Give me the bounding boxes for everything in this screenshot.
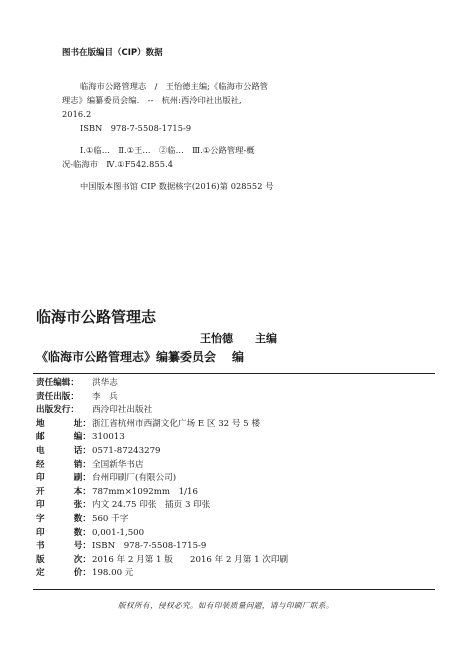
publication-row [36, 390, 118, 404]
publication-value: 全国新华书店 [92, 459, 144, 470]
committee-role: 编 [232, 350, 245, 364]
publication-value: 198.00 元 [92, 568, 134, 579]
publication-value: 787mm×1092mm 1/16 [92, 486, 198, 497]
publication-label [36, 430, 91, 444]
publication-value: 李 兵 [92, 391, 118, 402]
top-divider [33, 373, 435, 374]
publication-row [36, 566, 133, 580]
publication-label [36, 403, 91, 417]
publication-row [36, 485, 198, 499]
publication-value: 浙江省杭州市西湖文化广场 E 区 32 号 5 楼 [92, 418, 260, 429]
publication-label-part: 编： [73, 432, 91, 443]
publication-label-part: 责任出版： [36, 391, 79, 402]
bottom-divider [33, 589, 435, 590]
publication-value: 310013 [92, 432, 125, 443]
publication-label-part: 次： [73, 554, 91, 565]
publication-row [36, 444, 161, 458]
book-title: 临海市公路管理志 [36, 308, 157, 326]
publication-label-part: 印 [36, 473, 45, 484]
publication-label [36, 498, 91, 512]
publication-value: 2016 年 2 月第 1 版 2016 年 2 月第 1 次印刷 [92, 554, 289, 565]
publication-label-part: 销： [73, 459, 91, 470]
publication-label-part: 经 [36, 459, 45, 470]
publication-row [36, 430, 125, 444]
publication-label-part: 数： [73, 514, 91, 524]
committee-name: 《临海市公路管理志》编纂委员会 [36, 350, 217, 364]
publication-label [36, 526, 91, 540]
publication-label-part: 话： [73, 446, 91, 456]
publication-value: 台州印刷厂(有限公司) [92, 473, 177, 484]
cip-isbn-line: ISBN 978-7-5508-1715-9 [80, 123, 192, 133]
publication-row [36, 471, 176, 485]
publication-row [36, 526, 144, 540]
publication-label [36, 376, 91, 390]
cip-entry-line: 理志》编纂委员会编. -- 杭州:西泠印社出版社, [62, 95, 242, 105]
publication-label [36, 417, 91, 431]
publication-label [36, 553, 91, 567]
cip-subject-line: 况-临海市 Ⅳ.①F542.855.4 [62, 159, 174, 169]
publication-row [36, 417, 260, 431]
publication-label-part: 张： [73, 500, 91, 511]
publication-label-part: 本： [73, 486, 91, 497]
publication-label [36, 539, 91, 553]
committee-line [36, 348, 244, 365]
publication-label-part: 责任编辑： [36, 378, 79, 388]
publication-row [36, 458, 144, 472]
publication-label [36, 471, 91, 485]
publication-label-part: 定 [36, 568, 45, 579]
publication-label [36, 458, 91, 472]
publication-value: 西泠印社出版社 [92, 405, 153, 416]
publication-label-part: 数： [73, 527, 91, 538]
publication-label-part: 电 [36, 446, 45, 456]
publication-label-part: 版 [36, 554, 45, 565]
publication-value: 560 千字 [92, 514, 129, 524]
publication-label [36, 390, 91, 404]
publication-row [36, 553, 288, 567]
publication-label-part: 地 [36, 418, 45, 429]
publication-label-part: 开 [36, 486, 45, 497]
cip-entry-line: 2016.2 [62, 109, 92, 119]
publication-value: 0571-87243279 [92, 446, 161, 456]
publication-label-part: 出版发行： [36, 405, 79, 416]
cip-entry-line: 临海市公路管理志 / 王怡德主编;《临海市公路管 [80, 81, 269, 91]
publication-label [36, 512, 91, 526]
copyright-notice: 版权所有，侵权必究。如有印装质量问题，请与印刷厂联系。 [118, 601, 334, 610]
publication-value: ISBN 978-7-5508-1715-9 [92, 541, 207, 552]
publication-label-part: 刷： [73, 473, 91, 484]
cip-subject-line: Ⅰ.①临… Ⅱ.①王… ②临… Ⅲ.①公路管理-概 [80, 145, 255, 155]
publication-row [36, 512, 128, 526]
publication-label-part: 书 [36, 541, 45, 552]
publication-label-part: 价： [73, 568, 91, 579]
publication-value: 洪华志 [92, 378, 118, 388]
publication-label [36, 444, 91, 458]
publication-label-part: 号： [73, 541, 91, 552]
author-line [200, 330, 277, 346]
publication-row [36, 403, 152, 417]
publication-label-part: 字 [36, 514, 45, 524]
publication-label [36, 566, 91, 580]
publication-row [36, 498, 210, 512]
publication-label-part: 址： [73, 418, 91, 429]
author-role: 主编 [255, 332, 277, 345]
publication-row [36, 539, 206, 553]
publication-label [36, 485, 91, 499]
publication-value: 0,001-1,500 [92, 527, 145, 538]
publication-label-part: 邮 [36, 432, 45, 443]
publication-label-part: 印 [36, 527, 45, 538]
publication-value: 内文 24.75 印张 插页 3 印张 [92, 500, 211, 511]
cip-registration: 中国版本图书馆 CIP 数据核字(2016)第 028552 号 [80, 181, 274, 191]
publication-row [36, 376, 118, 390]
publication-label-part: 印 [36, 500, 45, 511]
cip-heading: 图书在版编目（CIP）数据 [62, 48, 163, 58]
author-name: 王怡德 [200, 332, 233, 345]
